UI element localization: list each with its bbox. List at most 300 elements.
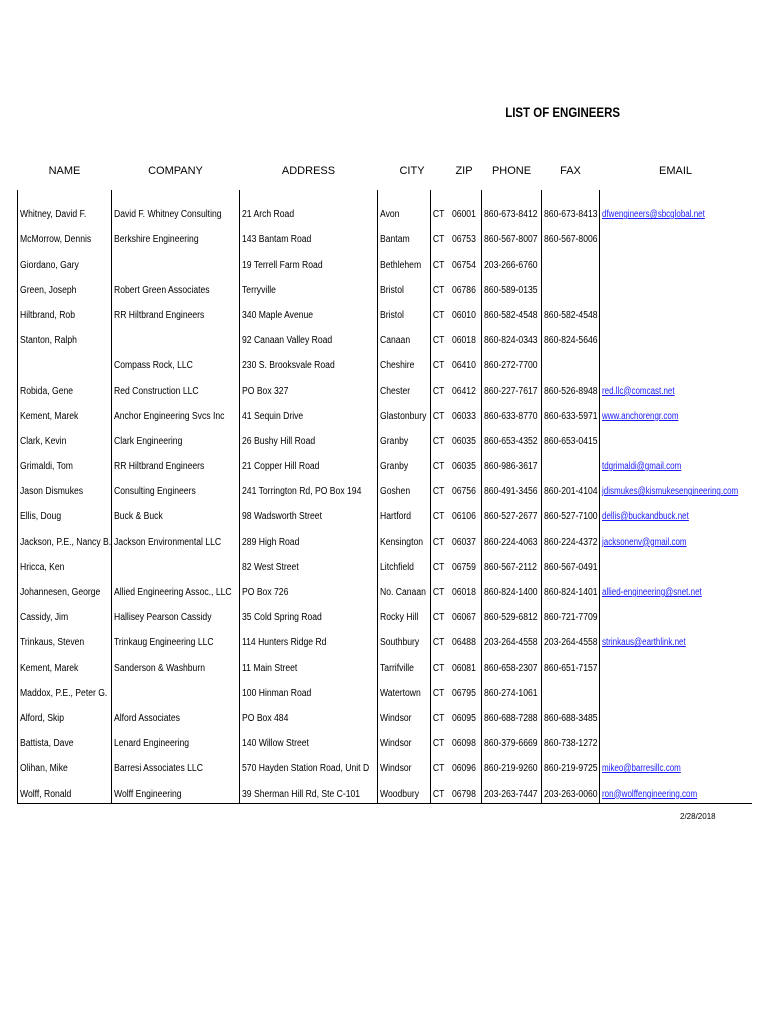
company-text: Barresi Associates LLC [114,763,203,775]
cell-state [431,349,447,374]
cell-zip [447,374,482,399]
zip-text: 06754 [451,259,476,271]
cell-fax [542,190,600,223]
cell-city [378,500,431,525]
city-text: Canaan [380,335,411,347]
cell-zip [447,450,482,475]
table-row [18,223,752,248]
cell-phone [482,274,542,299]
email-link[interactable]: red.llc@comcast.net [602,385,675,397]
cell-state [431,551,447,576]
city-text: Granby [380,435,409,447]
cell-phone [482,752,542,777]
cell-address [240,274,378,299]
cell-city [378,248,431,273]
zip-text: 06033 [451,410,476,422]
zip-text: 06001 [451,209,476,221]
cell-company [112,651,240,676]
cell-address [240,551,378,576]
cell-email [600,223,752,248]
email-link[interactable]: dfwengineers@sbcglobal.net [602,209,705,221]
zip-text: 06098 [451,738,476,750]
phone-text: 860-658-2307 [484,662,538,674]
table-row [18,525,752,550]
cell-city [378,274,431,299]
cell-name [18,651,112,676]
cell-phone [482,190,542,223]
cell-zip [447,324,482,349]
company-text: Robert Green Associates [114,284,210,296]
header-city: CITY [399,165,425,177]
phone-text: 860-589-0135 [484,284,538,296]
cell-zip [447,349,482,374]
fax-text: 860-738-1272 [544,738,598,750]
cell-company [112,601,240,626]
zip-text: 06759 [451,561,476,573]
fax-text: 860-824-5646 [544,335,598,347]
name-text: Jackson, P.E., Nancy B. [20,536,112,548]
cell-fax [542,349,600,374]
phone-text: 860-567-8007 [484,234,538,246]
zip-text: 06753 [451,234,476,246]
state-text: CT [433,284,445,296]
cell-state [431,702,447,727]
name-text: Trinkaus, Steven [20,637,85,649]
table-row [18,400,752,425]
cell-email [600,324,752,349]
cell-fax [542,752,600,777]
email-link[interactable]: ron@wolffengineering.com [602,788,698,800]
cell-fax [542,248,600,273]
address-text: PO Box 726 [242,587,289,598]
cell-zip [447,626,482,651]
address-text: 26 Bushy Hill Road [242,435,316,447]
phone-text: 203-263-7447 [484,788,538,800]
fax-text: 860-201-4104 [544,486,598,498]
cell-fax [542,324,600,349]
cell-company [112,777,240,803]
state-text: CT [433,461,445,473]
cell-city [378,400,431,425]
cell-company [112,425,240,450]
cell-email [600,349,752,374]
cell-zip [447,500,482,525]
cell-zip [447,475,482,500]
cell-city [378,299,431,324]
table-row [18,450,752,475]
cell-fax [542,727,600,752]
name-text: Giordano, Gary [20,259,79,271]
cell-phone [482,349,542,374]
company-text: Red Construction LLC [114,385,199,397]
cell-fax [542,651,600,676]
cell-name [18,299,112,324]
email-link[interactable]: dellis@buckandbuck.net [602,511,689,523]
state-text: CT [433,788,445,800]
cell-address [240,425,378,450]
cell-address [240,374,378,399]
cell-state [431,576,447,601]
cell-address [240,727,378,752]
cell-name [18,752,112,777]
cell-state [431,677,447,702]
phone-text: 860-986-3617 [484,461,538,473]
cell-address [240,349,378,374]
cell-name [18,551,112,576]
table-row [18,248,752,273]
cell-city [378,576,431,601]
fax-text: 860-651-7157 [544,662,598,674]
name-text: Green, Joseph [20,284,77,296]
cell-email [600,752,752,777]
email-link[interactable]: www.anchorengr.com [602,410,679,422]
cell-fax [542,601,600,626]
address-text: PO Box 484 [242,712,289,724]
company-text: Berkshire Engineering [114,234,199,246]
cell-fax [542,274,600,299]
cell-company [112,400,240,425]
cell-state [431,299,447,324]
company-text: RR Hiltbrand Engineers [114,461,205,473]
phone-text: 860-633-8770 [484,410,538,422]
cell-state [431,525,447,550]
table-row [18,274,752,299]
cell-email [600,551,752,576]
fax-text: 203-263-0060 [544,788,598,800]
zip-text: 06795 [451,687,476,699]
cell-state [431,400,447,425]
cell-name [18,525,112,550]
cell-name [18,190,112,223]
table-row [18,551,752,576]
company-text: Lenard Engineering [114,738,190,750]
email-link[interactable]: jdismukes@kismukesengineering.com [602,486,739,498]
cell-phone [482,450,542,475]
cell-zip [447,190,482,223]
cell-name [18,626,112,651]
company-text: Consulting Engineers [114,486,196,498]
city-text: Rocky Hill [380,612,419,624]
cell-phone [482,677,542,702]
name-text: Kement, Marek [20,410,79,422]
fax-text: 860-653-0415 [544,435,598,447]
address-text: 41 Sequin Drive [242,410,304,422]
zip-text: 06081 [451,662,476,674]
zip-text: 06786 [451,284,476,296]
table-row [18,324,752,349]
cell-fax [542,551,600,576]
name-text: Whitney, David F. [20,209,87,221]
cell-phone [482,727,542,752]
state-text: CT [433,561,445,573]
cell-city [378,525,431,550]
fax-text: 860-688-3485 [544,712,598,724]
cell-state [431,601,447,626]
cell-address [240,525,378,550]
cell-city [378,702,431,727]
phone-text: 860-673-8412 [484,209,538,221]
cell-name [18,400,112,425]
company-text: Sanderson & Washburn [114,662,205,674]
cell-email [600,651,752,676]
cell-fax [542,425,600,450]
cell-zip [447,752,482,777]
cell-city [378,374,431,399]
header-row [18,152,752,190]
cell-email [600,425,752,450]
cell-zip [447,223,482,248]
cell-fax [542,677,600,702]
cell-city [378,626,431,651]
email-link[interactable]: strinkaus@earthlink.net [602,637,686,649]
phone-text: 860-567-2112 [484,561,537,573]
cell-address [240,576,378,601]
cell-email [600,274,752,299]
email-link[interactable]: allied-engineering@snet.net [602,587,702,598]
cell-address [240,190,378,223]
cell-address [240,223,378,248]
state-text: CT [433,587,445,598]
state-text: CT [433,435,445,447]
phone-text: 860-527-2677 [484,511,538,523]
zip-text: 06106 [451,511,476,523]
cell-email [600,702,752,727]
zip-text: 06037 [451,536,476,548]
city-text: Cheshire [380,360,415,372]
company-text: David F. Whitney Consulting [114,209,222,221]
cell-fax [542,374,600,399]
cell-state [431,425,447,450]
cell-city [378,601,431,626]
cell-city [378,752,431,777]
cell-state [431,374,447,399]
phone-text: 860-491-3456 [484,486,538,498]
name-text: Maddox, P.E., Peter G. [20,687,108,699]
cell-email [600,374,752,399]
cell-fax [542,626,600,651]
cell-phone [482,299,542,324]
cell-name [18,450,112,475]
city-text: Windsor [380,763,412,775]
phone-text: 203-266-6760 [484,259,538,271]
company-text: Wolff Engineering [114,788,182,800]
zip-text: 06018 [451,335,476,347]
company-text: Hallisey Pearson Cassidy [114,612,212,624]
address-text: 340 Maple Avenue [242,309,314,321]
email-link[interactable]: mikeo@barresillc.com [602,763,681,775]
table-row [18,601,752,626]
cell-phone [482,651,542,676]
cell-city [378,475,431,500]
cell-address [240,248,378,273]
phone-text: 860-379-6669 [484,738,538,750]
cell-phone [482,400,542,425]
zip-text: 06096 [451,763,476,775]
city-text: Windsor [380,738,412,750]
name-text: Alford, Skip [20,712,64,724]
address-text: 92 Canaan Valley Road [242,335,333,347]
cell-state [431,500,447,525]
header-address: ADDRESS [281,165,336,177]
cell-fax [542,576,600,601]
cell-company [112,752,240,777]
cell-city [378,727,431,752]
cell-name [18,223,112,248]
cell-fax [542,400,600,425]
cell-email [600,626,752,651]
cell-name [18,677,112,702]
email-link[interactable]: tdgrimaldi@gmail.com [602,461,682,473]
cell-email [600,248,752,273]
table-row [18,651,752,676]
state-text: CT [433,612,445,624]
name-text: Battista, Dave [20,738,74,750]
city-text: Southbury [380,637,420,649]
city-text: Goshen [380,486,411,498]
table-body [18,190,752,803]
company-text: Allied Engineering Assoc., LLC [114,587,232,598]
company-text: Alford Associates [114,712,180,724]
cell-zip [447,551,482,576]
cell-email [600,190,752,223]
city-text: Windsor [380,712,412,724]
cell-zip [447,651,482,676]
company-text: Compass Rock, LLC [114,360,193,372]
zip-text: 06798 [451,788,476,800]
city-text: Litchfield [380,561,414,573]
table-row [18,500,752,525]
cell-fax [542,450,600,475]
table-row [18,702,752,727]
cell-state [431,727,447,752]
city-text: Woodbury [380,788,420,800]
cell-name [18,475,112,500]
zip-text: 06412 [451,385,476,397]
cell-fax [542,223,600,248]
cell-city [378,677,431,702]
cell-phone [482,601,542,626]
cell-address [240,299,378,324]
cell-city [378,324,431,349]
cell-city [378,223,431,248]
state-text: CT [433,687,445,699]
cell-state [431,777,447,803]
cell-phone [482,248,542,273]
address-text: 19 Terrell Farm Road [242,259,323,271]
cell-company [112,450,240,475]
city-text: Hartford [380,511,412,523]
state-text: CT [433,662,445,674]
cell-name [18,324,112,349]
cell-state [431,752,447,777]
cell-company [112,551,240,576]
address-text: 21 Arch Road [242,209,295,221]
header-zip: ZIP [455,165,473,177]
cell-city [378,651,431,676]
city-text: Granby [380,461,409,473]
cell-company [112,324,240,349]
cell-name [18,576,112,601]
table-row [18,425,752,450]
address-text: 35 Cold Spring Road [242,612,322,624]
cell-phone [482,425,542,450]
cell-email [600,299,752,324]
cell-state [431,324,447,349]
name-text: McMorrow, Dennis [20,234,92,246]
cell-email [600,777,752,803]
cell-name [18,500,112,525]
cell-phone [482,324,542,349]
city-text: Watertown [380,687,421,699]
cell-zip [447,248,482,273]
zip-text: 06010 [451,309,476,321]
cell-address [240,651,378,676]
address-text: Terryville [242,284,276,296]
cell-zip [447,576,482,601]
cell-address [240,626,378,651]
company-text: Jackson Environmental LLC [114,536,222,548]
phone-text: 860-272-7700 [484,360,538,372]
name-text: Johannesen, George [20,587,101,598]
company-text: Buck & Buck [114,511,163,523]
name-text: Jason Dismukes [20,486,84,498]
phone-text: 860-653-4352 [484,435,538,447]
cell-state [431,475,447,500]
phone-text: 860-274-1061 [484,687,538,699]
cell-city [378,551,431,576]
cell-state [431,626,447,651]
zip-text: 06018 [451,587,476,598]
cell-phone [482,475,542,500]
name-text: Clark, Kevin [20,435,67,447]
state-text: CT [433,637,445,649]
email-link[interactable]: jacksonenv@gmail.com [602,536,687,548]
cell-email [600,400,752,425]
cell-address [240,677,378,702]
cell-fax [542,299,600,324]
cell-company [112,500,240,525]
fax-text: 860-527-7100 [544,511,598,523]
address-text: 241 Torrington Rd, PO Box 194 [242,486,362,498]
header-fax: FAX [560,165,581,177]
name-text: Grimaldi, Tom [20,461,73,473]
fax-text: 860-219-9725 [544,763,598,775]
table-row [18,576,752,601]
cell-zip [447,677,482,702]
state-text: CT [433,486,445,498]
cell-state [431,248,447,273]
city-text: No. Canaan [380,587,426,598]
state-text: CT [433,209,445,221]
fax-text: 860-582-4548 [544,309,598,321]
header-company: COMPANY [148,165,203,177]
cell-state [431,651,447,676]
state-text: CT [433,511,445,523]
address-text: 114 Hunters Ridge Rd [242,637,327,649]
table-row [18,374,752,399]
state-text: CT [433,763,445,775]
fax-text: 860-721-7709 [544,612,598,624]
cell-company [112,248,240,273]
cell-email [600,500,752,525]
city-text: Bristol [380,284,404,296]
cell-zip [447,601,482,626]
cell-company [112,702,240,727]
table-row [18,349,752,374]
city-text: Bantam [380,234,410,246]
phone-text: 203-264-4558 [484,637,538,649]
state-text: CT [433,536,445,548]
